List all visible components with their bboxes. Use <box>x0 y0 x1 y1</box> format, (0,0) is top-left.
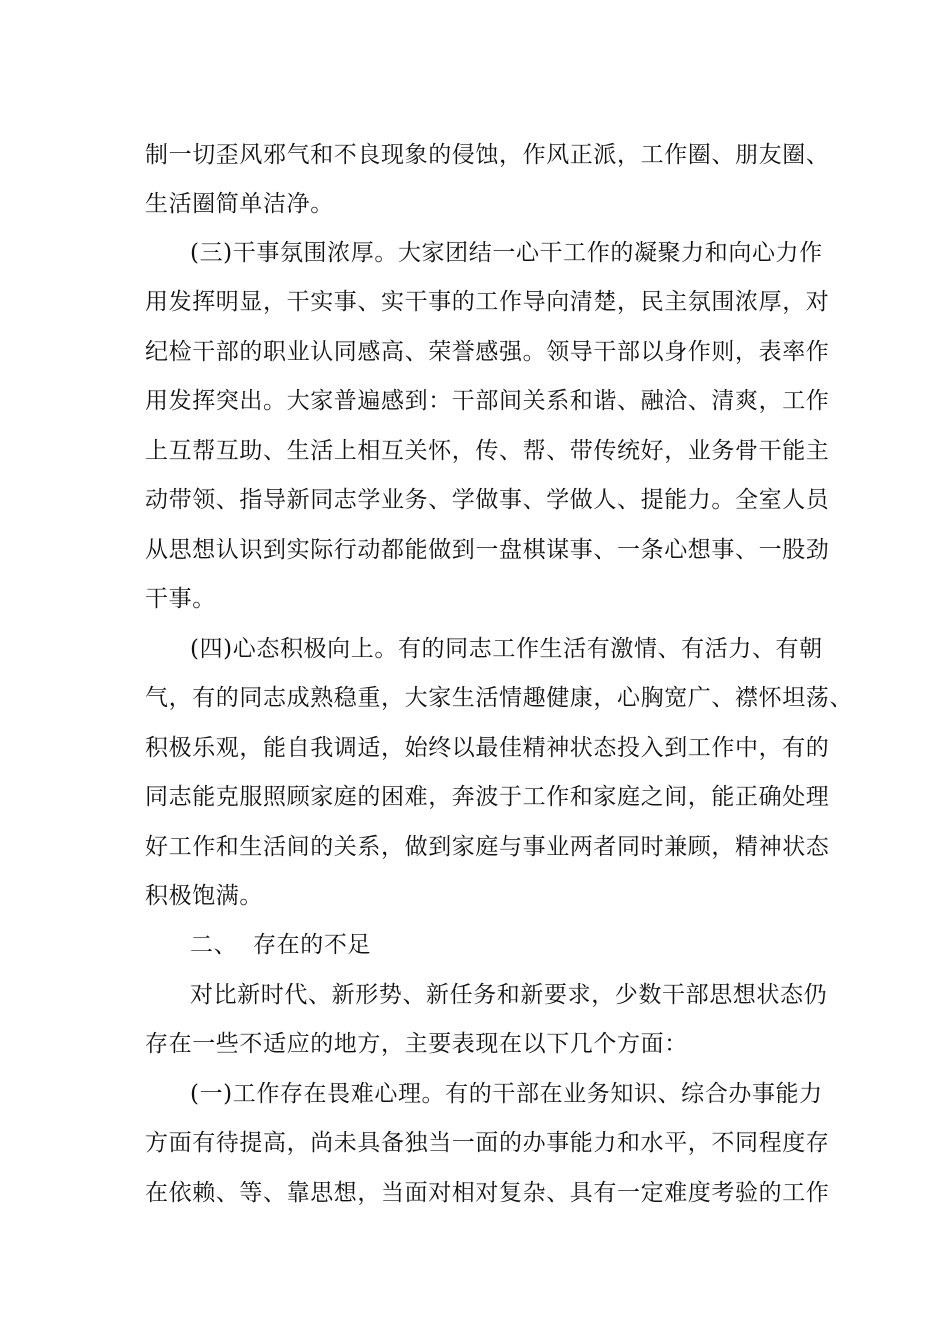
text-line: 积极乐观，能自我调适，始终以最佳精神状态投入到工作中，有的 <box>145 735 830 761</box>
section-heading-1: (一)工作存在畏难心理。有的干部在业务知识、综合办事能力 <box>190 1081 823 1107</box>
text-line: 气，有的同志成熟稳重，大家生活情趣健康，心胸宽广、襟怀坦荡、 <box>145 685 853 711</box>
text-line: 动带领、指导新同志学业务、学做事、学做人、提能力。全室人员 <box>145 487 830 513</box>
text-line: 生活圈简单洁净。 <box>145 191 334 217</box>
text-line: 制一切歪风邪气和不良现象的侵蚀，作风正派，工作圈、朋友圈、 <box>145 142 830 168</box>
text-line: 用发挥突出。大家普遍感到：干部间关系和谐、融洽、清爽，工作 <box>145 388 830 414</box>
text-line: 在依赖、等、靠思想，当面对相对复杂、具有一定难度考验的工作 <box>145 1180 830 1206</box>
text-line: 方面有待提高，尚未具备独当一面的办事能力和水平，不同程度存 <box>145 1130 830 1156</box>
section-heading-4: (四)心态积极向上。有的同志工作生活有激情、有活力、有朝 <box>190 636 823 662</box>
text-line: 同志能克服照顾家庭的困难，奔波于工作和家庭之间，能正确处理 <box>145 784 830 810</box>
text-line: 干事。 <box>145 586 216 612</box>
text-line: 从思想认识到实际行动都能做到一盘棋谋事、一条心想事、一股劲 <box>145 537 830 563</box>
text-line: 对比新时代、新形势、新任务和新要求，少数干部思想状态仍 <box>190 982 828 1008</box>
text-line: 纪检干部的职业认同感高、荣誉感强。领导干部以身作则，表率作 <box>145 339 830 365</box>
text-line: 存在一些不适应的地方，主要表现在以下几个方面： <box>145 1031 688 1057</box>
chapter-heading-2: 二、 存在的不足 <box>190 932 372 958</box>
section-heading-3: (三)干事氛围浓厚。大家团结一心干工作的凝聚力和向心力作 <box>190 240 823 266</box>
text-line: 用发挥明显，干实事、实干事的工作导向清楚，民主氛围浓厚，对 <box>145 289 830 315</box>
text-line: 上互帮互助、生活上相互关怀，传、帮、带传统好，业务骨干能主 <box>145 438 830 464</box>
text-line: 积极饱满。 <box>145 883 263 909</box>
text-line: 好工作和生活间的关系，做到家庭与事业两者同时兼顾，精神状态 <box>145 834 830 860</box>
